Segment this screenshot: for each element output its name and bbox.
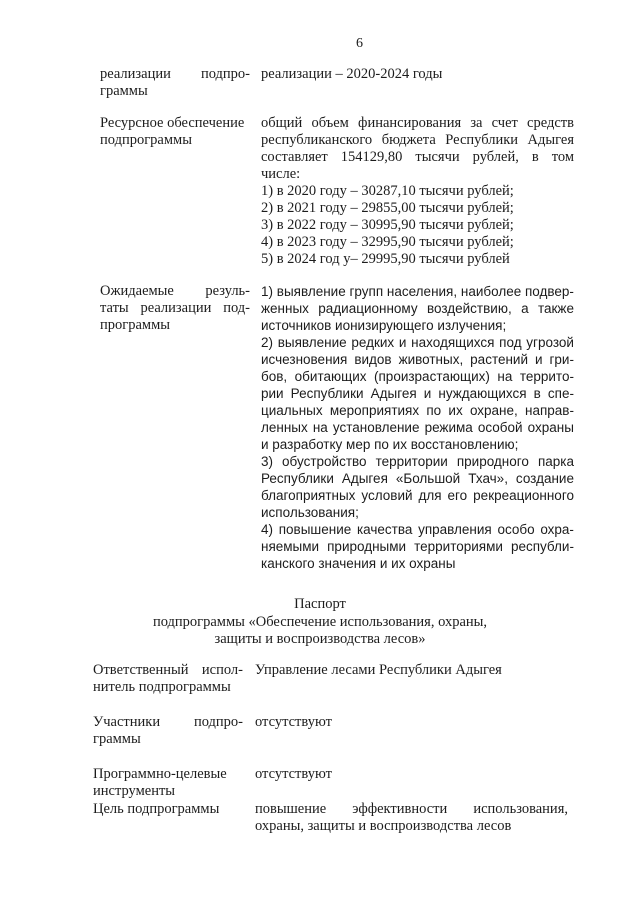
- row2-value-line-4: 1) в 2020 году – 30287,10 тысячи рублей;: [261, 183, 514, 199]
- row2-value-line-6: 3) в 2022 году – 30995,90 тысячи рублей;: [261, 217, 514, 233]
- row5-value-line-0: отсутствуют: [255, 714, 332, 730]
- row4-value-line-0: Управление лесами Республики Адыгея: [255, 662, 502, 678]
- row6-label-line-0: Программно-целевые: [93, 766, 227, 782]
- row2-value-line-7: 4) в 2023 году – 32995,90 тысячи рублей;: [261, 234, 514, 250]
- passport-subtitle-line-1: защиты и воспроизводства лесов»: [214, 631, 426, 647]
- row3-value-line-3: 2) выявление редких и находящихся под угрозой: [261, 335, 574, 350]
- row3-value-line-1: женных радиационному воздействию, а также: [261, 301, 574, 316]
- row3-label-line-2: программы: [100, 317, 170, 333]
- row3-value-line-5: бов, обитающих (произрастающих) на террито-: [261, 369, 574, 384]
- row3-value-line-15: няемыми природными территориями республи-: [261, 539, 574, 554]
- row7-label-line-0: Цель подпрограммы: [93, 801, 220, 817]
- row3-label-line-0: Ожидаемые резуль-: [100, 283, 250, 299]
- row2-label-line-0: Ресурсное обеспечение: [100, 115, 245, 131]
- page-number: 6: [356, 36, 363, 51]
- row7-value-line-1: охраны, защиты и воспроизводства лесов: [255, 818, 512, 834]
- row6-label-line-1: инструменты: [93, 783, 176, 799]
- row3-value-line-16: канского значения и их охраны: [261, 556, 456, 571]
- row3-value-line-2: источников ионизирующего излучения;: [261, 318, 507, 333]
- row2-value-line-0: общий объем финансирования за счет средств: [261, 115, 574, 131]
- row2-value-line-1: республиканского бюджета Республики Адыгея: [261, 132, 574, 148]
- row5-label-line-1: граммы: [93, 731, 141, 747]
- row3-value-line-7: циальных мероприятиях по их охране, направ-: [261, 403, 574, 418]
- passport-subtitle-line-0: подпрограммы «Обеспечение использования, охраны,: [152, 614, 488, 630]
- row3-label-line-1: таты реализации под-: [100, 300, 250, 316]
- row1-label-line-1: граммы: [100, 83, 148, 99]
- row1-value-line-0: реализации – 2020-2024 годы: [261, 66, 443, 82]
- row2-value-line-5: 2) в 2021 году – 29855,00 тысячи рублей;: [261, 200, 514, 216]
- row2-label-line-1: подпрограммы: [100, 132, 192, 148]
- row3-value-line-14: 4) повышение качества управления особо охра-: [261, 522, 574, 537]
- row3-value-line-8: ленных на установление режима особой охраны: [261, 420, 574, 435]
- row3-value-line-0: 1) выявление групп населения, наиболее подвер-: [261, 284, 574, 299]
- row3-value-line-12: благоприятных условий для его рекреационного: [261, 488, 574, 503]
- row1-label-line-0: реализации подпро-: [100, 66, 250, 82]
- row4-label-line-0: Ответственный испол-: [93, 662, 243, 678]
- row4-label-line-1: нитель подпрограммы: [93, 679, 231, 695]
- row3-value-line-10: 3) обустройство территории природного парка: [261, 454, 574, 469]
- row2-value-line-3: числе:: [261, 166, 301, 182]
- passport-title: Паспорт: [294, 596, 346, 612]
- row2-value-line-8: 5) в 2024 год у– 29995,90 тысячи рублей: [261, 251, 510, 267]
- row3-value-line-13: использования;: [261, 505, 359, 520]
- row5-label-line-0: Участники подпро-: [93, 714, 243, 730]
- row3-value-line-11: Республики Адыгея «Большой Тхач», создание: [261, 471, 574, 486]
- row6-value-line-0: отсутствуют: [255, 766, 332, 782]
- row3-value-line-9: и разработку мер по их восстановлению;: [261, 437, 519, 452]
- row3-value-line-6: рии Республики Адыгея и нуждающихся в спе-: [261, 386, 574, 401]
- row3-value-line-4: исчезновения видов животных, растений и гри-: [261, 352, 574, 367]
- row7-value-line-0: повышение эффективности использования,: [255, 801, 568, 817]
- row2-value-line-2: составляет 154129,80 тысячи рублей, в том: [261, 149, 574, 165]
